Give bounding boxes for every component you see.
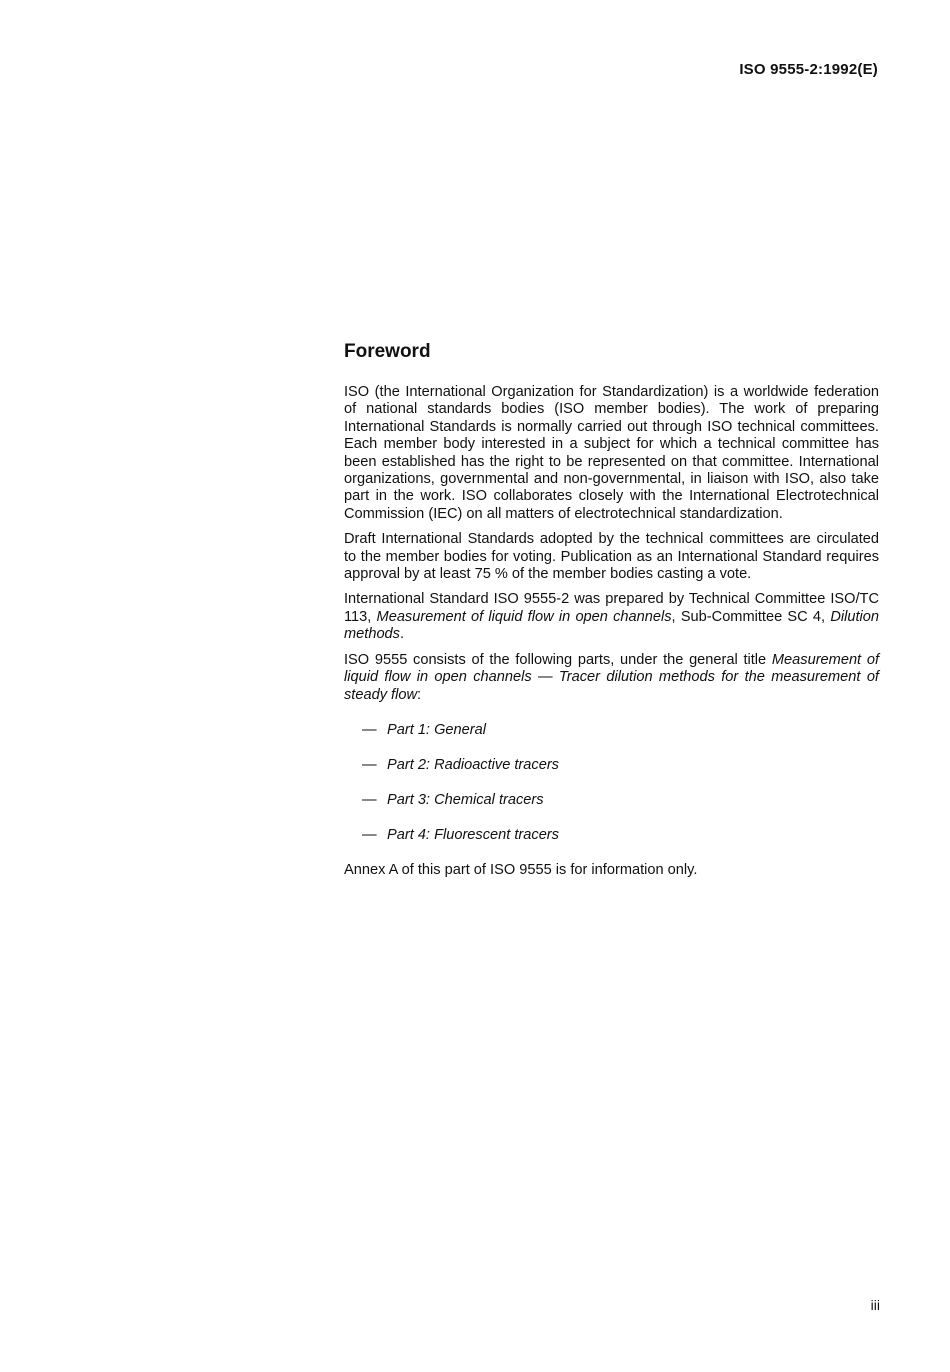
foreword-paragraph-4 <box>344 652 879 704</box>
list-dash: — <box>362 756 377 773</box>
part-title: General <box>434 721 486 738</box>
paragraph-3-text-b: , Sub-Committee SC 4, <box>671 608 831 625</box>
foreword-paragraph-1: ISO (the International Organization for Standardization) is a worldwide federation of national standards bodies (ISO member bodies). The work of preparing International Standards is normally carried out through ISO technical committees. Each member body interested in a subject for which a technical committee has been established has the right to be represented on that committee. International organizations, governmental and non-governmental, in liaison with ISO, also take part in the work. ISO collaborates closely with the International Electrotechnical Commission (IEC) on all matters of electrotechnical standardization. <box>344 384 879 522</box>
list-item <box>344 757 879 792</box>
annex-note: Annex A of this part of ISO 9555 is for information only. <box>344 861 698 878</box>
page-number: iii <box>870 1297 880 1313</box>
list-item <box>344 722 879 757</box>
paragraph-4-text-a: ISO 9555 consists of the following parts, under the general title <box>344 651 772 668</box>
document-id: ISO 9555-2:1992(E) <box>739 61 878 78</box>
part-number: Part 1: <box>387 721 430 738</box>
paragraph-4-text-b: : <box>417 686 422 703</box>
series-general-title: Measurement of liquid flow in open channels — Tracer dilution methods for the measurement of steady flow <box>344 651 879 703</box>
part-title: Fluorescent tracers <box>434 826 559 843</box>
list-item <box>344 827 879 862</box>
paragraph-3-text-a: International Standard ISO 9555-2 was prepared by Technical Committee ISO/TC 113, <box>344 591 879 625</box>
foreword-paragraph-3 <box>344 591 879 643</box>
part-number: Part 4: <box>387 826 430 843</box>
foreword-paragraph-2: Draft International Standards adopted by the technical committees are circulated to the member bodies for voting. Publication as an International Standard requires approval by at least 75 % of the member bodies casting a vote. <box>344 531 879 583</box>
paragraph-3-text-c: . <box>399 626 405 643</box>
list-dash: — <box>362 791 377 808</box>
foreword-body <box>344 384 879 887</box>
part-title: Radioactive tracers <box>434 756 559 773</box>
list-dash: — <box>362 826 377 843</box>
part-title: Chemical tracers <box>434 791 544 808</box>
part-number: Part 2: <box>387 756 430 773</box>
foreword-heading: Foreword <box>344 341 431 362</box>
list-item <box>344 792 879 827</box>
list-dash: — <box>362 721 377 738</box>
parts-list <box>344 722 879 862</box>
subcommittee-title: Dilution methods <box>344 608 879 643</box>
committee-title: Measurement of liquid flow in open channels <box>376 608 672 625</box>
part-number: Part 3: <box>387 791 430 808</box>
